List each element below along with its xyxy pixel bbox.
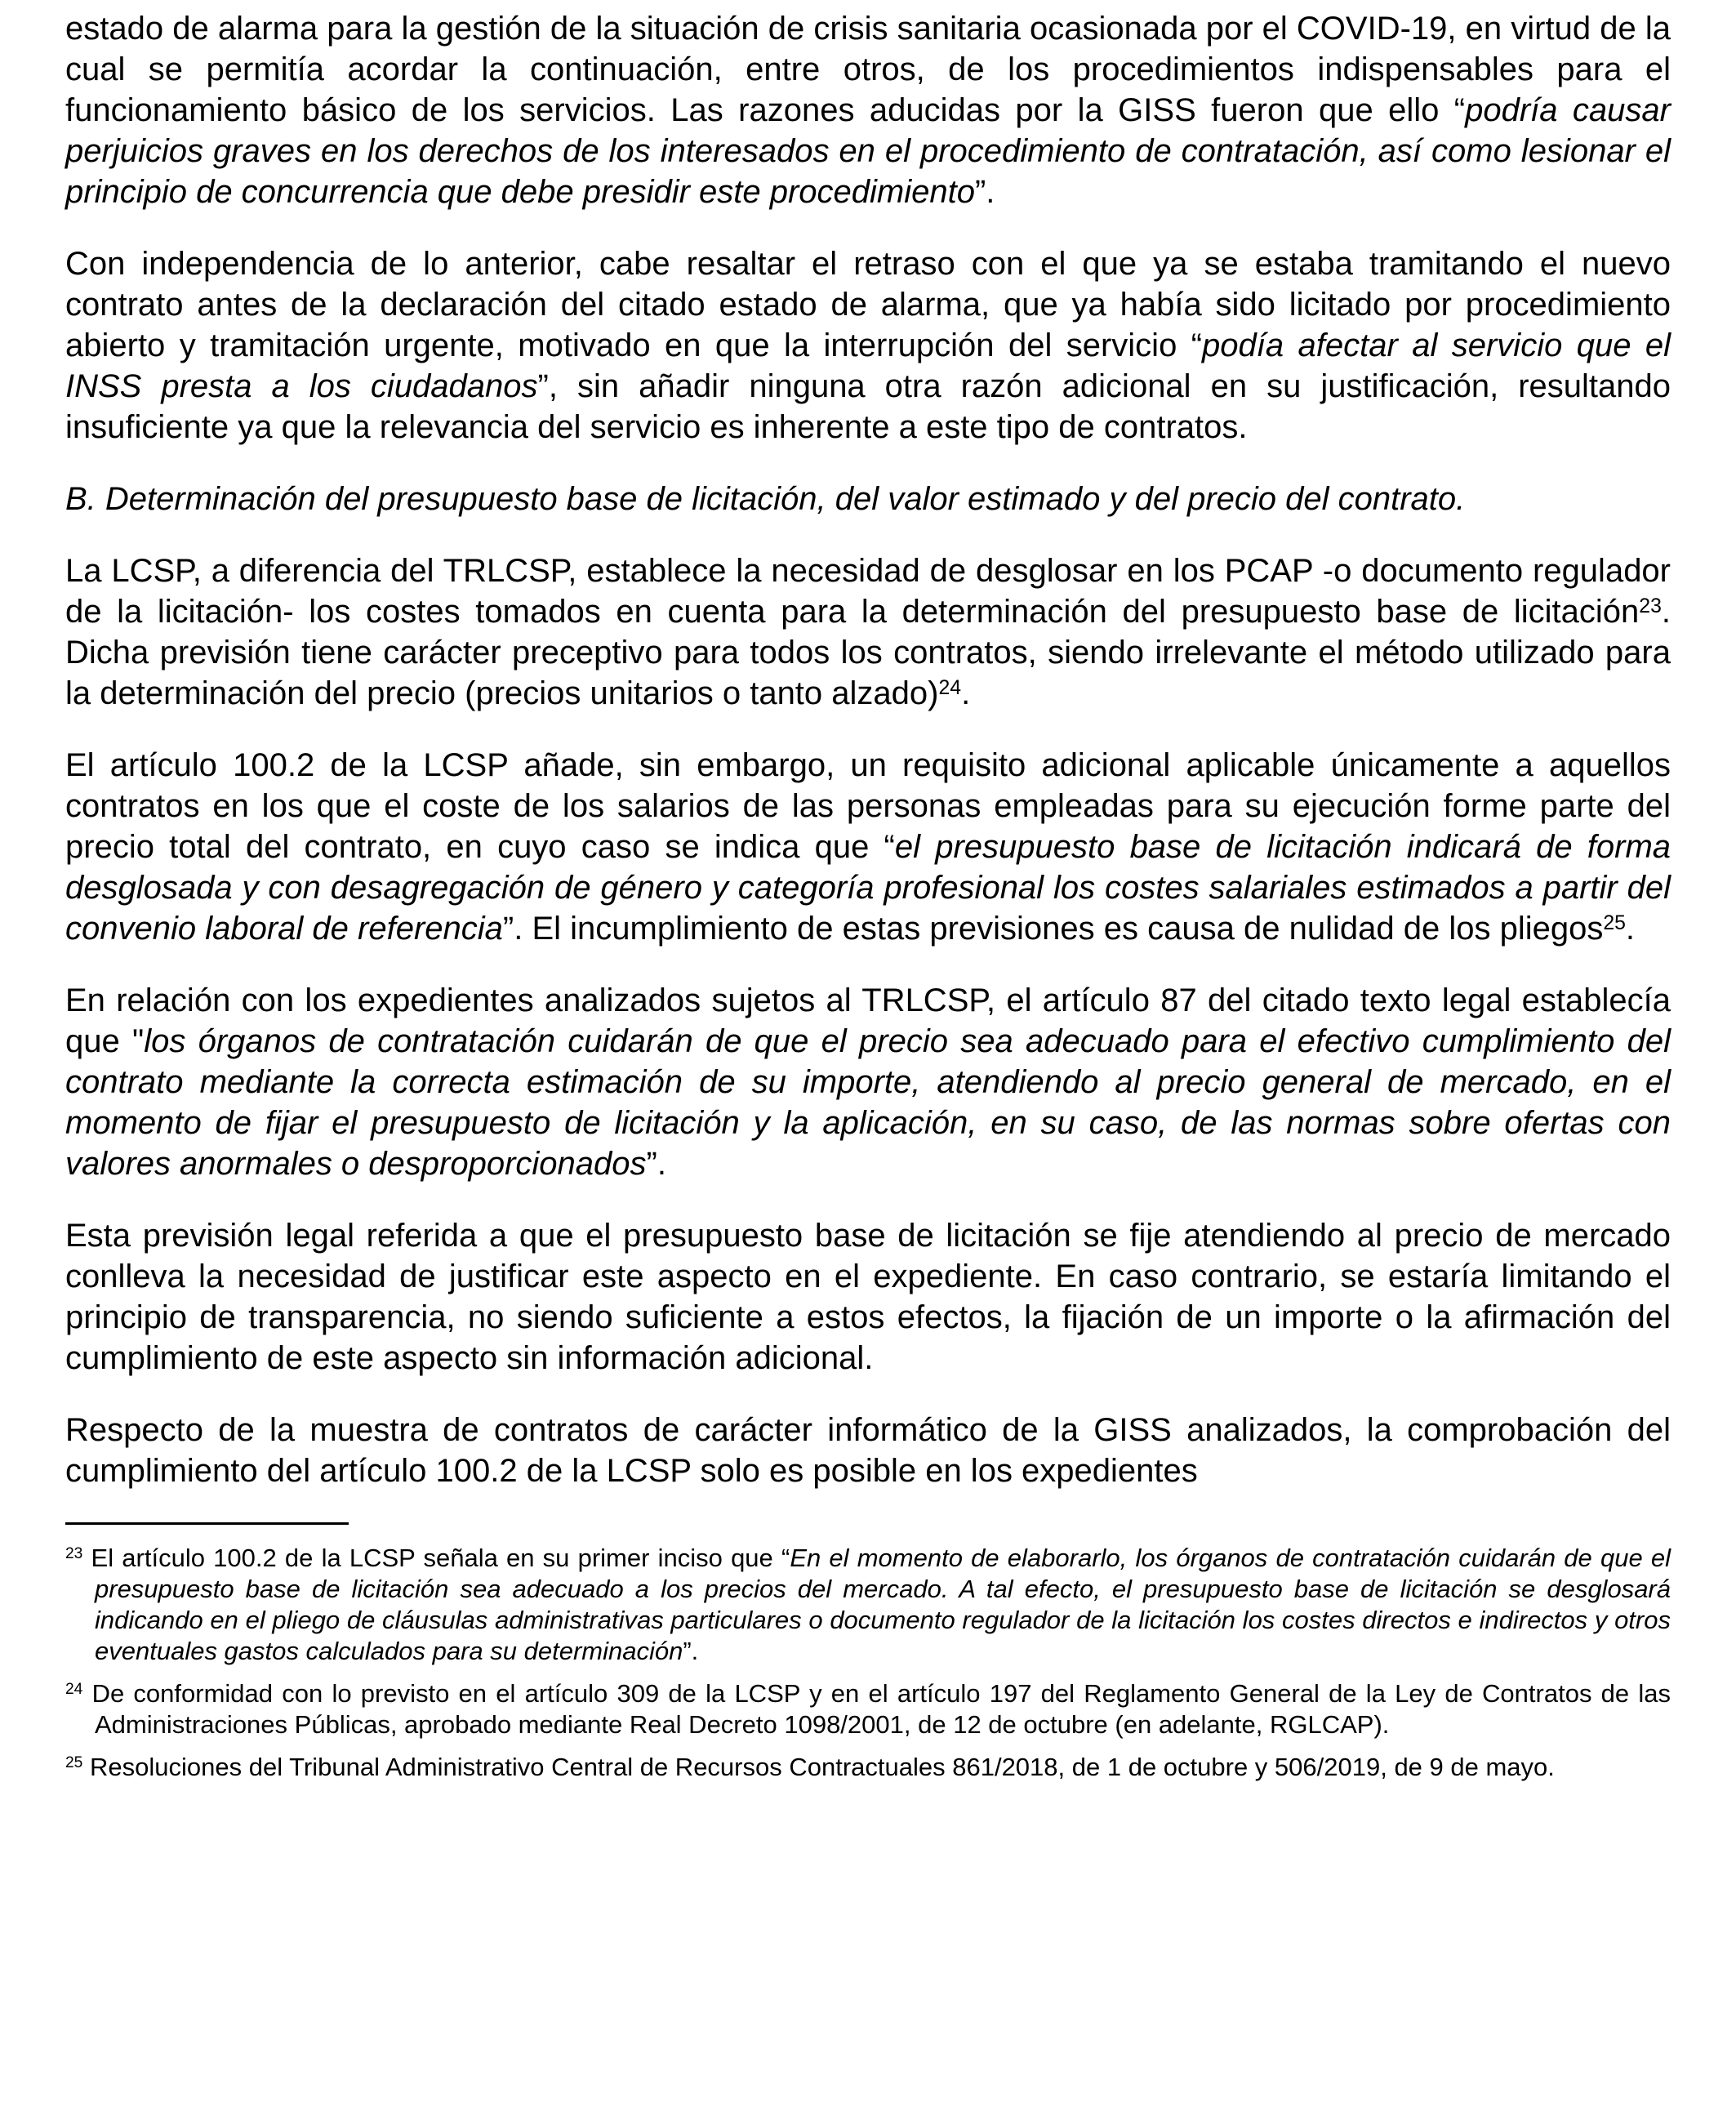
footnote-25 [65,1752,1671,1783]
text-run: ”. [683,1637,699,1665]
text-run: el presupuesto base de licitación indicará de forma desglosada y con desagregación de género y categoría profesional los costes salariales estimados a partir del convenio laboral de referencia [65,829,1671,947]
text-run: ”, sin añadir ninguna otra razón adicional en su justificación, resultando insuficiente ya que la relevancia del servicio es inherente a este tipo de contratos. [65,368,1671,445]
paragraph [65,1410,1671,1491]
text-run: Respecto de la muestra de contratos de carácter informático de la GISS analizados, la comprobación del cumplimiento del artículo 100.2 de la LCSP solo es posible en los expedientes [65,1412,1671,1489]
text-run: De conformidad con lo previsto en el artículo 309 de la LCSP y en el artículo 197 del Reglamento General de la Ley de Contratos de las Administraciones Públicas, aprobado mediante Real Decreto 1098/2001, de 12 de octubre (en adelante, RGLCAP). [82,1679,1671,1739]
text-run: El artículo 100.2 de la LCSP añade, sin embargo, un requisito adicional aplicable únicamente a aquellos contratos en los que el coste de los salarios de las personas empleadas para su ejecución forme parte del precio total del contrato, en cuyo caso se indica que “ [65,747,1671,865]
footnote-reference: 23 [1639,595,1662,617]
footnote-reference: 25 [1603,911,1626,934]
paragraph [65,1215,1671,1379]
text-run: . [1625,911,1636,947]
text-run: podría causar perjuicios graves en los derechos de los interesados en el procedimiento de contratación, así como lesionar el principio de concurrencia que debe presidir este procedimiento [65,92,1671,210]
text-run: estado de alarma para la gestión de la situación de crisis sanitaria ocasionada por el COVID-19, en virtud de la cual se permitía acordar la continuación, entre otros, de los procedimientos indispensables para el funcionamiento básico de los servicios. Las razones aducidas por la GISS fueron que ello “ [65,11,1671,128]
text-run: . Dicha previsión tiene carácter preceptivo para todos los contratos, siendo irrelevante el método utilizado para la determinación del precio (precios unitarios o tanto alzado) [65,594,1671,711]
paragraph [65,550,1671,714]
text-run: Con independencia de lo anterior, cabe resaltar el retraso con el que ya se estaba tramitando el nuevo contrato antes de la declaración del citado estado de alarma, que ya había sido licitado por procedimiento abierto y tramitación urgente, motivado en que la interrupción del servicio “ [65,246,1671,363]
footnote-marker: 23 [65,1545,83,1563]
footnote-24 [65,1678,1671,1740]
text-run: ”. El incumplimiento de estas previsiones es causa de nulidad de los pliegos [502,911,1604,947]
text-run: los órganos de contratación cuidarán de que el precio sea adecuado para el efectivo cumplimiento del contrato mediante la correcta estimación de su importe, atendiendo al precio general de mercado, en el momento de fijar el presupuesto de licitación y la aplicación, en su caso, de las normas sobre ofertas con valores anormales o desproporcionados [65,1023,1671,1182]
paragraph [65,8,1671,212]
text-run: En relación con los expedientes analizados sujetos al TRLCSP, el artículo 87 del citado texto legal establecía que " [65,982,1671,1059]
text-run: ”. [974,174,995,210]
paragraph [65,980,1671,1184]
text-run: En el momento de elaborarlo, los órganos de contratación cuidarán de que el presupuesto base de licitación sea adecuado a los precios del mercado. A tal efecto, el presupuesto base de licitación se desglosará indicando en el pliego de cláusulas administrativas particulares o documento regulador de la licitación los costes directos e indirectos y otros eventuales gastos calculados para su determinación [95,1544,1671,1665]
footnotes-section [65,1543,1671,1783]
text-run: podía afectar al servicio que el INSS presta a los ciudadanos [65,327,1671,404]
text-run: ”. [646,1146,666,1182]
text-run: B. Determinación del presupuesto base de licitación, del valor estimado y del precio del contrato. [65,481,1466,517]
footnote-marker: 25 [65,1754,83,1772]
text-run: Resoluciones del Tribunal Administrativo Central de Recursos Contractuales 861/2018, de 1 de octubre y 506/2019, de 9 de mayo. [82,1753,1555,1781]
text-run: . [961,675,971,711]
footnote-marker: 24 [65,1681,83,1699]
paragraph [65,745,1671,949]
footnote-reference: 24 [938,676,962,699]
footnote-separator [65,1522,349,1525]
footnote-23 [65,1543,1671,1667]
section-heading [65,479,1671,519]
text-run: La LCSP, a diferencia del TRLCSP, establece la necesidad de desglosar en los PCAP -o documento regulador de la licitación- los costes tomados en cuenta para la determinación del presupuesto base de licitación [65,553,1671,630]
text-run: Esta previsión legal referida a que el presupuesto base de licitación se fije atendiendo al precio de mercado conlleva la necesidad de justificar este aspecto en el expediente. En caso contrario, se estaría limitando el principio de transparencia, no siendo suficiente a estos efectos, la fijación de un importe o la afirmación del cumplimiento de este aspecto sin información adicional. [65,1218,1671,1376]
paragraph [65,243,1671,448]
document-body [65,8,1671,1491]
text-run: El artículo 100.2 de la LCSP señala en su primer inciso que “ [82,1544,790,1572]
